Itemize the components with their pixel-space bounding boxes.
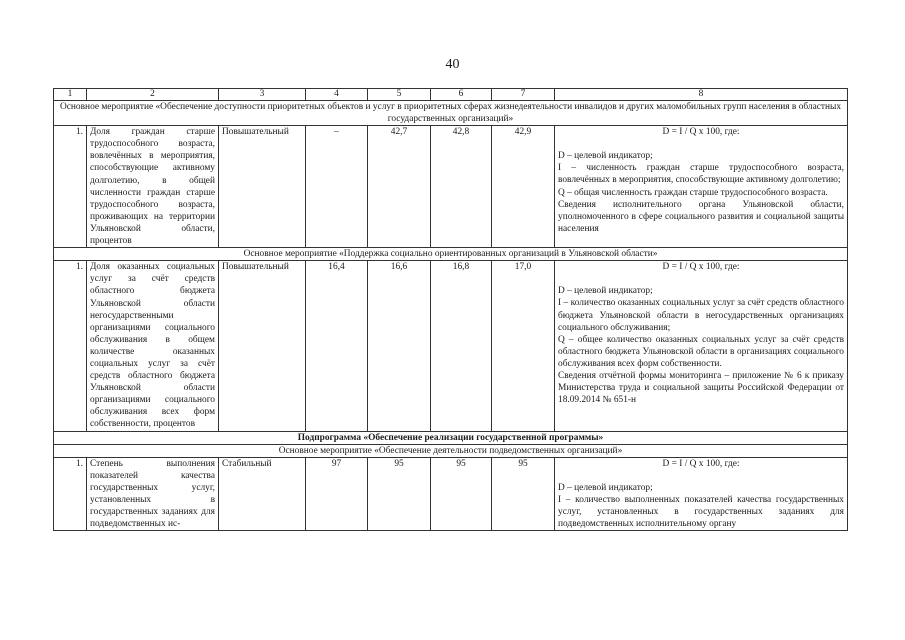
header-cell: 1 xyxy=(54,89,87,101)
subprogram-title-row xyxy=(54,431,848,444)
table-row xyxy=(54,126,848,248)
table-row xyxy=(54,261,848,431)
table-row xyxy=(54,457,848,531)
header-cell: 2 xyxy=(87,89,219,101)
method-note: D – целевой индикатор; xyxy=(558,482,653,493)
value-col7: 95 xyxy=(492,457,555,531)
indicator-name: Доля оказанных социальных услуг за счёт средств областного бюджета Ульяновской области негосударственными организациями социального обслуживания в общем количестве оказанных социальных услуг за счёт средств областного бюджета Ульяновской области организациями социального обслуживания всех форм собственности, процентов xyxy=(87,261,219,431)
header-cell: 5 xyxy=(368,89,431,101)
indicator-type: Стабильный xyxy=(219,457,306,531)
section-title: Основное мероприятие «Обеспечение доступности приоритетных объектов и услуг в приоритетных сферах жизнедеятельности инвалидов и других маломобильных групп населения в областных государственных организаций» xyxy=(54,101,848,126)
method-note: I – количество выполненных показателей качества государственных услуг, установленных в государственных заданиях для подведомственных исполнительному органу xyxy=(558,494,844,530)
header-cell: 7 xyxy=(492,89,555,101)
value-col4: 16,4 xyxy=(306,261,368,431)
method-note: Q – общее количество оказанных социальных услуг за счёт средств областного бюджета Ульяновской области в организациях социального обслуживания всех форм собственности. xyxy=(558,334,844,369)
method-note: D – целевой индикатор; xyxy=(558,286,653,297)
header-cell: 4 xyxy=(306,89,368,101)
value-col7: 42,9 xyxy=(492,126,555,248)
value-col5: 95 xyxy=(368,457,431,531)
value-col6: 42,8 xyxy=(431,126,492,248)
method-note: I – численность граждан старше трудоспособного возраста, вовлечённых в мероприятия, способствующие активному долголетию; xyxy=(558,163,844,186)
method-note: Сведения отчётной формы мониторинга – приложение № 6 к приказу Министерства труда и социальной защиты Российской Федерации от 18.09.2014 № 651-н xyxy=(558,370,844,406)
section-title-row xyxy=(54,444,848,457)
section-title: Основное мероприятие «Поддержка социально ориентированных организаций в Ульяновской области» xyxy=(54,248,848,261)
row-number: 1. xyxy=(54,457,87,531)
section-title-row xyxy=(54,248,848,261)
header-row xyxy=(54,89,848,101)
method-note: D – целевой индикатор; xyxy=(558,151,653,162)
value-col4: – xyxy=(306,126,368,248)
calculation-method xyxy=(555,457,848,531)
value-col7: 17,0 xyxy=(492,261,555,431)
formula: D = I / Q x 100, где: xyxy=(662,458,740,469)
indicator-type: Повышательный xyxy=(219,126,306,248)
formula: D = I / Q x 100, где: xyxy=(662,262,740,273)
header-cell: 8 xyxy=(555,89,848,101)
value-col4: 97 xyxy=(306,457,368,531)
value-col6: 95 xyxy=(431,457,492,531)
header-cell: 3 xyxy=(219,89,306,101)
page-number: 40 xyxy=(445,57,460,72)
subprogram-title: Подпрограмма «Обеспечение реализации государственной программы» xyxy=(54,431,848,444)
section-title: Основное мероприятие «Обеспечение деятельности подведомственных организаций» xyxy=(54,444,848,457)
method-note: Q – общая численность граждан старше трудоспособного возраста. xyxy=(558,187,828,198)
indicator-name: Степень выполнения показателей качества государственных услуг, установленных в государственных заданиях для подведомственных ис- xyxy=(87,457,219,531)
indicator-name: Доля граждан старше трудоспособного возраста, вовлечённых в мероприятия, способствующие активному долголетию, в общей численности граждан старше трудоспособного возраста, проживающих на территории Ульяновской области, процентов xyxy=(87,126,219,248)
value-col6: 16,8 xyxy=(431,261,492,431)
indicator-type: Повышательный xyxy=(219,261,306,431)
calculation-method xyxy=(555,261,848,431)
header-cell: 6 xyxy=(431,89,492,101)
calculation-method xyxy=(555,126,848,248)
value-col5: 16,6 xyxy=(368,261,431,431)
value-col5: 42,7 xyxy=(368,126,431,248)
section-title-row xyxy=(54,101,848,126)
row-number: 1. xyxy=(54,261,87,431)
method-note: I – количество оказанных социальных услуг за счёт средств областного бюджета Ульяновской области в негосударственных организациях социального обслуживания; xyxy=(558,298,844,333)
row-number: 1. xyxy=(54,126,87,248)
indicators-table xyxy=(53,88,848,531)
formula: D = I / Q x 100, где: xyxy=(662,127,740,138)
method-note: Сведения исполнительного органа Ульяновской области, уполномоченного в сфере социального развития и социальной защиты населения xyxy=(558,199,844,234)
